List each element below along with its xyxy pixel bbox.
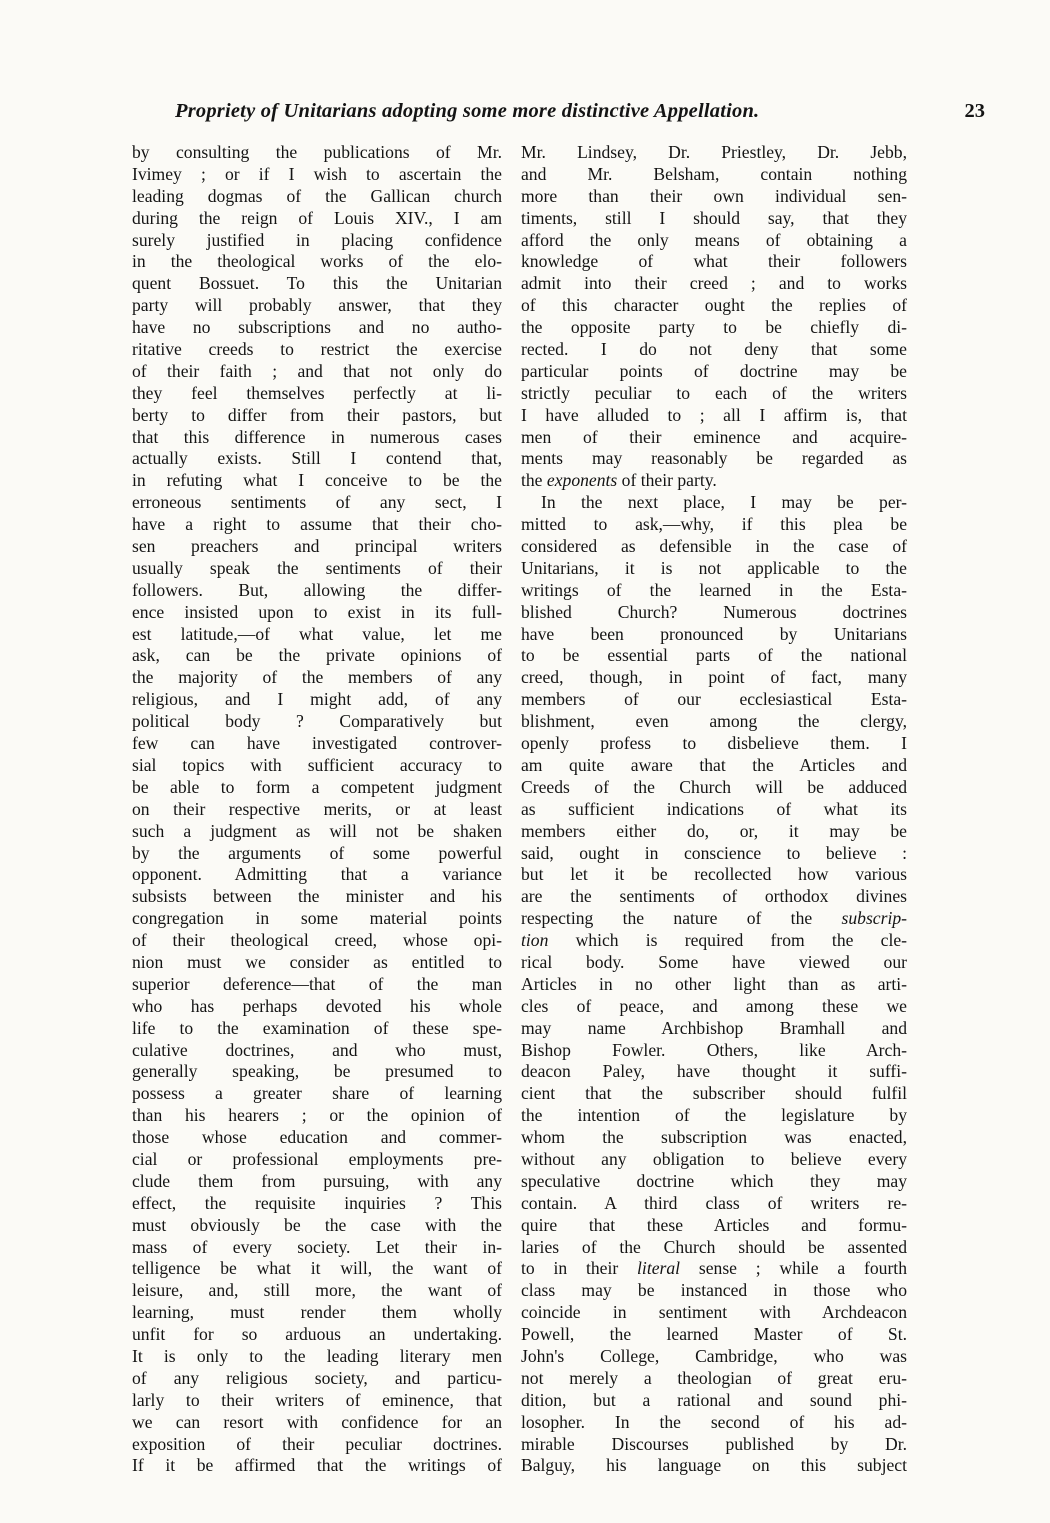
text-line: Mr. Lindsey, Dr. Priestley, Dr. Jebb, [521, 142, 907, 162]
text-line: to be essential parts of the national [521, 645, 907, 666]
text-line: must obviously be the case with the [132, 1214, 502, 1235]
text-line: exposition of their peculiar doctrines. [132, 1433, 502, 1454]
text-line: contain. A third class of writers re- [521, 1192, 907, 1213]
text-line: whom the subscription was enacted, [521, 1127, 907, 1148]
text-line: ence insisted upon to exist in its full- [132, 601, 502, 622]
text-line: quent Bossuet. To this the Unitarian [132, 273, 502, 294]
text-line: clude them from pursuing, with any [132, 1170, 502, 1191]
text-line: mirable Discourses published by Dr. [521, 1433, 907, 1454]
text-line: congregation in some material points [132, 908, 502, 929]
text-line: Ivimey ; or if I wish to ascertain the [132, 163, 502, 184]
text-line: mass of every society. Let their in- [132, 1236, 502, 1257]
text-line: speculative doctrine which they may [521, 1170, 907, 1191]
text-line: opponent. Admitting that a variance [132, 864, 502, 885]
text-line: surely justified in placing confidence [132, 229, 502, 250]
text-line: admit into their creed ; and to works [521, 273, 907, 294]
text-line: such a judgment as will not be shaken [132, 820, 502, 841]
text-line: may name Archbishop Bramhall and [521, 1017, 907, 1038]
right-column-block-b [521, 492, 907, 908]
text-line: nion must we consider as entitled to [132, 951, 502, 972]
right-column-block-d [521, 1280, 907, 1477]
page-header [150, 100, 985, 132]
text-line: erroneous sentiments of any sect, I [132, 492, 502, 513]
text-line: who has perhaps devoted his whole [132, 995, 502, 1016]
text-line: laries of the Church should be assented [521, 1236, 907, 1257]
text-line: class may be instanced in those who [521, 1280, 907, 1301]
text-line: telligence be what it will, the want of [132, 1258, 502, 1279]
text-line: est latitude,—of what value, let me [132, 623, 502, 644]
text-line: not merely a theologian of great eru- [521, 1367, 907, 1388]
text-line: deacon Paley, have thought it suffi- [521, 1061, 907, 1082]
emphasis-text: literal [637, 1258, 681, 1279]
text-line: more than their own individual sen- [521, 185, 907, 206]
text-line: leisure, and, still more, the want of [132, 1280, 502, 1301]
text-line: blished Church? Numerous doctrines [521, 601, 907, 622]
text-line: losopher. In the second of his ad- [521, 1411, 907, 1432]
text-line: and Mr. Belsham, contain nothing [521, 163, 907, 184]
text-line: cient that the subscriber should fulfil [521, 1083, 907, 1104]
text-line: Unitarians, it is not applicable to the [521, 557, 907, 578]
text-line: than his hearers ; or the opinion of [132, 1105, 502, 1126]
text-line: If it be affirmed that the writings of [132, 1455, 502, 1476]
text-line: have no subscriptions and no autho- [132, 317, 502, 338]
left-column [132, 142, 502, 1477]
text-line: possess a greater share of learning [132, 1083, 502, 1104]
text-line: during the reign of Louis XIV., I am [132, 207, 502, 228]
text-line: that this difference in numerous cases [132, 426, 502, 447]
text-line: cial or professional employments pre- [132, 1148, 502, 1169]
right-column-block-a [521, 142, 907, 470]
emphasis-text: exponents [546, 470, 618, 491]
text-line: religious, and I might add, of any [132, 689, 502, 710]
text-line: be able to form a competent judgment [132, 776, 502, 797]
emphasis-text: subscrip- [841, 908, 907, 929]
text-line: writings of the learned in the Esta- [521, 579, 907, 600]
text-line: learning, must render them wholly [132, 1302, 502, 1323]
text-line: quire that these Articles and formu- [521, 1214, 907, 1235]
text-line: mitted to ask,—why, if this plea be [521, 514, 907, 535]
text-line: Articles in no other light than as arti- [521, 973, 907, 994]
text-line: effect, the requisite inquiries ? This [132, 1192, 502, 1213]
text-line: am quite aware that the Articles and [521, 754, 907, 775]
text-line: openly profess to disbelieve them. I [521, 733, 907, 754]
text-line: subsists between the minister and his [132, 886, 502, 907]
text-line: strictly peculiar to each of the writers [521, 382, 907, 403]
text-line: sial topics with sufficient accuracy to [132, 754, 502, 775]
text-line: actually exists. Still I contend that, [132, 448, 502, 469]
text-line: political body ? Comparatively but [132, 711, 502, 732]
text-line: life to the examination of these spe- [132, 1017, 502, 1038]
text-line: tion which is required from the cle- [521, 930, 907, 951]
text-line: the opposite party to be chiefly di- [521, 317, 907, 338]
text-line: usually speak the sentiments of their [132, 557, 502, 578]
text-line: In the next place, I may be per- [541, 492, 907, 513]
text-line: afford the only means of obtaining a [521, 229, 907, 250]
text-line: members of our ecclesiastical Esta- [521, 689, 907, 710]
text-line: those whose education and commer- [132, 1127, 502, 1148]
text-line: we can resort with confidence for an [132, 1411, 502, 1432]
page-number: 23 [964, 100, 985, 122]
text-line: ritative creeds to restrict the exercise [132, 339, 502, 360]
text-line: Creeds of the Church will be adduced [521, 776, 907, 797]
text-line: cles of peace, and among these we [521, 995, 907, 1016]
text-line: coincide in sentiment with Archdeacon [521, 1302, 907, 1323]
right-column-block-c [521, 952, 907, 1258]
text-line: without any obligation to believe every [521, 1148, 907, 1169]
text-line: by consulting the publications of Mr. [132, 142, 502, 162]
text-line: by the arguments of some powerful [132, 842, 502, 863]
text-line: party will probably answer, that they [132, 295, 502, 316]
text-line: I have alluded to ; all I affirm is, that [521, 404, 907, 425]
text-line: culative doctrines, and who must, [132, 1039, 502, 1060]
running-title: Propriety of Unitarians adopting some more distinctive Appellation. [175, 100, 760, 122]
text-line: the intention of the legislature by [521, 1105, 907, 1126]
text-line: of this character ought the replies of [521, 295, 907, 316]
text-line: Balguy, his language on this subject [521, 1455, 907, 1476]
text-line: they feel themselves perfectly at li- [132, 382, 502, 403]
text-line: are the sentiments of orthodox divines [521, 886, 907, 907]
text-line: knowledge of what their followers [521, 251, 907, 272]
text-line: said, ought in conscience to believe : [521, 842, 907, 863]
text-line: men of their eminence and acquire- [521, 426, 907, 447]
text-line: creed, though, in point of fact, many [521, 667, 907, 688]
text-line: in the theological works of the elo- [132, 251, 502, 272]
text-line: rected. I do not deny that some [521, 339, 907, 360]
text-line: the majority of the members of any [132, 667, 502, 688]
text-line: have a right to assume that their cho- [132, 514, 502, 535]
text-line: but let it be recollected how various [521, 864, 907, 885]
text-line: dition, but a rational and sound phi- [521, 1389, 907, 1410]
text-line: of any religious society, and particu- [132, 1367, 502, 1388]
text-line: members either do, or, it may be [521, 820, 907, 841]
text-line: rical body. Some have viewed our [521, 951, 907, 972]
text-line: the exponents of their party. [521, 470, 717, 491]
text-line: John's College, Cambridge, who was [521, 1345, 907, 1366]
text-line: Powell, the learned Master of St. [521, 1324, 907, 1345]
text-line: timents, still I should say, that they [521, 207, 907, 228]
text-line: of their faith ; and that not only do [132, 360, 502, 381]
text-line: unfit for so arduous an undertaking. [132, 1324, 502, 1345]
text-line: generally speaking, be presumed to [132, 1061, 502, 1082]
text-line: particular points of doctrine may be [521, 360, 907, 381]
text-line: Bishop Fowler. Others, like Arch- [521, 1039, 907, 1060]
text-line: of their theological creed, whose opi- [132, 930, 502, 951]
text-line: superior deference—that of the man [132, 973, 502, 994]
text-line: in refuting what I conceive to be the [132, 470, 502, 491]
text-line: few can have investigated controver- [132, 733, 502, 754]
text-line: respecting the nature of the subscrip- [521, 908, 907, 929]
text-line: sen preachers and principal writers [132, 536, 502, 557]
text-line: ments may reasonably be regarded as [521, 448, 907, 469]
text-line: berty to differ from their pastors, but [132, 404, 502, 425]
text-line: to in their literal sense ; while a fourth [521, 1258, 907, 1279]
text-line: followers. But, allowing the differ- [132, 579, 502, 600]
text-line: blishment, even among the clergy, [521, 711, 907, 732]
text-line: larly to their writers of eminence, that [132, 1389, 502, 1410]
text-line: leading dogmas of the Gallican church [132, 185, 502, 206]
text-line: It is only to the leading literary men [132, 1345, 502, 1366]
text-line: as sufficient indications of what its [521, 798, 907, 819]
text-line: ask, can be the private opinions of [132, 645, 502, 666]
text-line: on their respective merits, or at least [132, 798, 502, 819]
text-line: have been pronounced by Unitarians [521, 623, 907, 644]
text-line: considered as defensible in the case of [521, 536, 907, 557]
emphasis-text: tion [521, 930, 549, 951]
right-column [521, 142, 907, 1477]
